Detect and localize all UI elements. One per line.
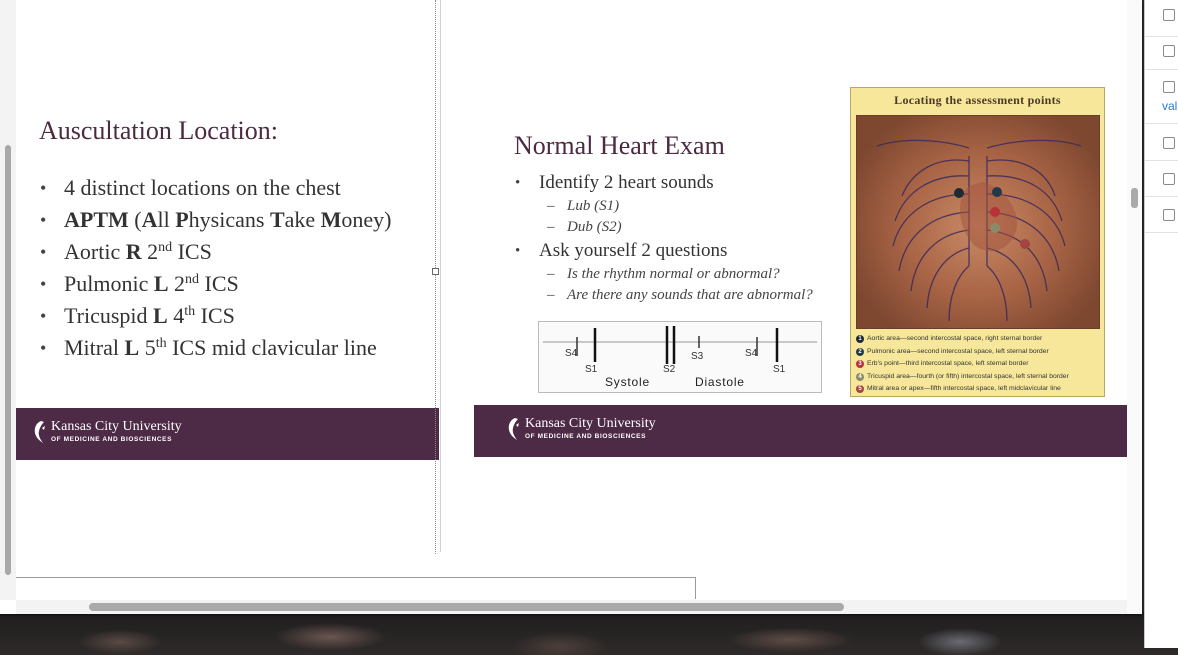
side-panel-row	[1145, 160, 1178, 197]
pulmonic-point-marker	[992, 187, 1002, 197]
speaker-notes-pane[interactable]	[16, 577, 696, 599]
bullet-text: Pulmonic	[64, 271, 154, 296]
bullet-text: ICS mid clavicular line	[166, 335, 377, 360]
desktop-background	[0, 612, 1178, 655]
bullet-text: 4 distinct locations on the chest	[64, 175, 341, 200]
side-panel-row	[1145, 69, 1178, 124]
bullet-item	[38, 172, 392, 204]
right-scrollbar-thumb[interactable]	[1131, 188, 1138, 208]
bullet-text: (	[128, 207, 142, 232]
slide-footer-bar	[474, 405, 1128, 457]
bullet-text: nd	[185, 272, 200, 287]
kcu-logo-icon	[506, 417, 520, 441]
phono-label-s4: S4	[745, 348, 758, 359]
logo-name: Kansas City University	[51, 419, 182, 434]
bullet-text: T	[269, 207, 285, 232]
sub-bullet-item: – Is the rhythm normal or abnormal?	[514, 264, 813, 285]
left-scrollbar-thumb[interactable]	[5, 145, 11, 575]
horizontal-scrollbar[interactable]	[16, 600, 1127, 614]
bullet-text: hysicans	[188, 207, 270, 232]
bullet-text: ake	[284, 207, 321, 232]
bullet-text: 2	[141, 239, 159, 264]
kcu-logo	[506, 417, 656, 441]
logo-subtitle: OF MEDICINE AND BIOSCIENCES	[525, 433, 647, 440]
bullet-text: 5	[139, 335, 156, 360]
slide-footer-bar	[16, 408, 439, 460]
mitral-point-marker	[1020, 239, 1030, 249]
legend-number-badge: 5	[856, 385, 864, 393]
slide-auscultation[interactable]	[16, 0, 435, 555]
assessment-legend	[856, 333, 1069, 396]
heart-sound-waveform	[539, 322, 821, 392]
bullet-text: APTM	[64, 207, 129, 232]
bullet-text: ll	[157, 207, 176, 232]
sub-bullet-item: – Dub (S2)	[514, 217, 813, 238]
bullet-text: ICS	[195, 303, 235, 328]
legend-text: Erb's point—third intercostal space, left sternal border	[867, 360, 1029, 367]
legend-text: Tricuspid area—fourth (or fifth) intercostal space, left sternal border	[867, 372, 1069, 380]
bullet-text: L	[124, 335, 140, 360]
kcu-logo-icon	[32, 420, 46, 444]
bullet-text: Mitral	[64, 335, 125, 360]
side-panel-row	[1145, 196, 1178, 233]
logo-subtitle: OF MEDICINE AND BIOSCIENCES	[51, 436, 173, 443]
bullet-item	[38, 332, 392, 364]
legend-item	[856, 358, 1069, 371]
phonocardiogram-diagram	[538, 321, 822, 393]
row-checkbox[interactable]	[1163, 209, 1175, 221]
row-checkbox[interactable]	[1163, 45, 1175, 57]
legend-item	[856, 383, 1069, 396]
bullet-item: • Identify 2 heart sounds	[514, 170, 813, 196]
side-panel	[1144, 0, 1178, 648]
legend-number-badge: 2	[856, 348, 864, 356]
row-checkbox[interactable]	[1163, 137, 1175, 149]
side-panel-row	[1145, 33, 1178, 70]
bullet-text: oney)	[341, 207, 392, 232]
bullet-text: 2	[168, 271, 186, 296]
legend-number-badge: 1	[856, 335, 864, 343]
tricuspid-point-marker	[990, 223, 1000, 233]
phono-label-s1: S1	[585, 364, 598, 375]
right-vertical-scrollbar[interactable]	[1127, 0, 1142, 614]
erbs-point-marker	[990, 207, 1000, 217]
side-panel-row	[1145, 124, 1178, 161]
bullet-text: P	[175, 207, 189, 232]
bullet-item: • Ask yourself 2 questions	[514, 238, 813, 264]
bullet-item	[38, 204, 392, 236]
bullet-text: th	[155, 336, 167, 351]
bullet-text: nd	[158, 240, 173, 255]
bullet-text: M	[320, 207, 342, 232]
row-checkbox[interactable]	[1163, 81, 1175, 93]
slide-normal-heart-exam[interactable]	[440, 0, 1128, 552]
systole-label: Systole	[605, 375, 650, 389]
kcu-logo	[32, 420, 182, 444]
bullet-list	[514, 170, 813, 306]
bullet-text: ICS	[172, 239, 212, 264]
bullet-item	[38, 236, 392, 268]
bullet-item	[38, 300, 392, 332]
bullet-text: L	[153, 271, 169, 296]
figure-title: Locating the assessment points	[894, 93, 1061, 107]
phono-label-s3: S3	[691, 351, 704, 362]
phono-label-s1: S1	[773, 364, 786, 375]
diastole-label: Diastole	[695, 375, 745, 389]
legend-text: Mitral area or apex—fifth intercostal space, left midclavicular line	[867, 385, 1061, 392]
bullet-text: L	[153, 303, 168, 328]
logo-name: Kansas City University	[525, 416, 656, 431]
slide-title: Auscultation Location:	[39, 116, 279, 145]
left-vertical-scrollbar[interactable]	[0, 0, 16, 600]
ribcage-illustration	[857, 116, 1100, 329]
bullet-text: Tricuspid	[64, 303, 154, 328]
legend-text: Aortic area—second intercostal space, right sternal border	[867, 335, 1043, 342]
assessment-points-figure	[850, 87, 1105, 397]
bullet-text: Aortic	[64, 239, 126, 264]
bullet-text: 4	[167, 303, 185, 328]
aortic-point-marker	[954, 188, 964, 198]
row-checkbox[interactable]	[1163, 9, 1175, 21]
bullet-list	[38, 172, 392, 364]
truncated-value-text: val	[1162, 99, 1178, 113]
bullet-text: ICS	[199, 271, 239, 296]
legend-text: Pulmonic area—second intercostal space, left sternal border	[867, 347, 1049, 355]
legend-number-badge: 4	[856, 373, 864, 381]
legend-number-badge: 3	[856, 360, 864, 368]
bullet-text: th	[184, 304, 196, 319]
slide-canvas-bottom	[16, 555, 1127, 600]
sub-bullet-item: – Are there any sounds that are abnormal?	[514, 285, 813, 306]
sub-bullet-item: – Lub (S1)	[514, 196, 813, 217]
bullet-text: A	[141, 207, 158, 232]
legend-item	[856, 333, 1069, 346]
phono-label-s2: S2	[663, 364, 676, 375]
chest-image	[856, 115, 1100, 329]
legend-item	[856, 346, 1069, 359]
legend-item	[856, 371, 1069, 384]
row-checkbox[interactable]	[1163, 173, 1175, 185]
resize-handle[interactable]	[432, 268, 439, 275]
slide-title: Normal Heart Exam	[514, 131, 725, 160]
phono-label-s4: S4	[565, 348, 578, 359]
side-panel-row	[1145, 0, 1178, 37]
bullet-text: R	[125, 239, 142, 264]
bullet-item	[38, 268, 392, 300]
horizontal-scrollbar-thumb[interactable]	[89, 603, 844, 611]
